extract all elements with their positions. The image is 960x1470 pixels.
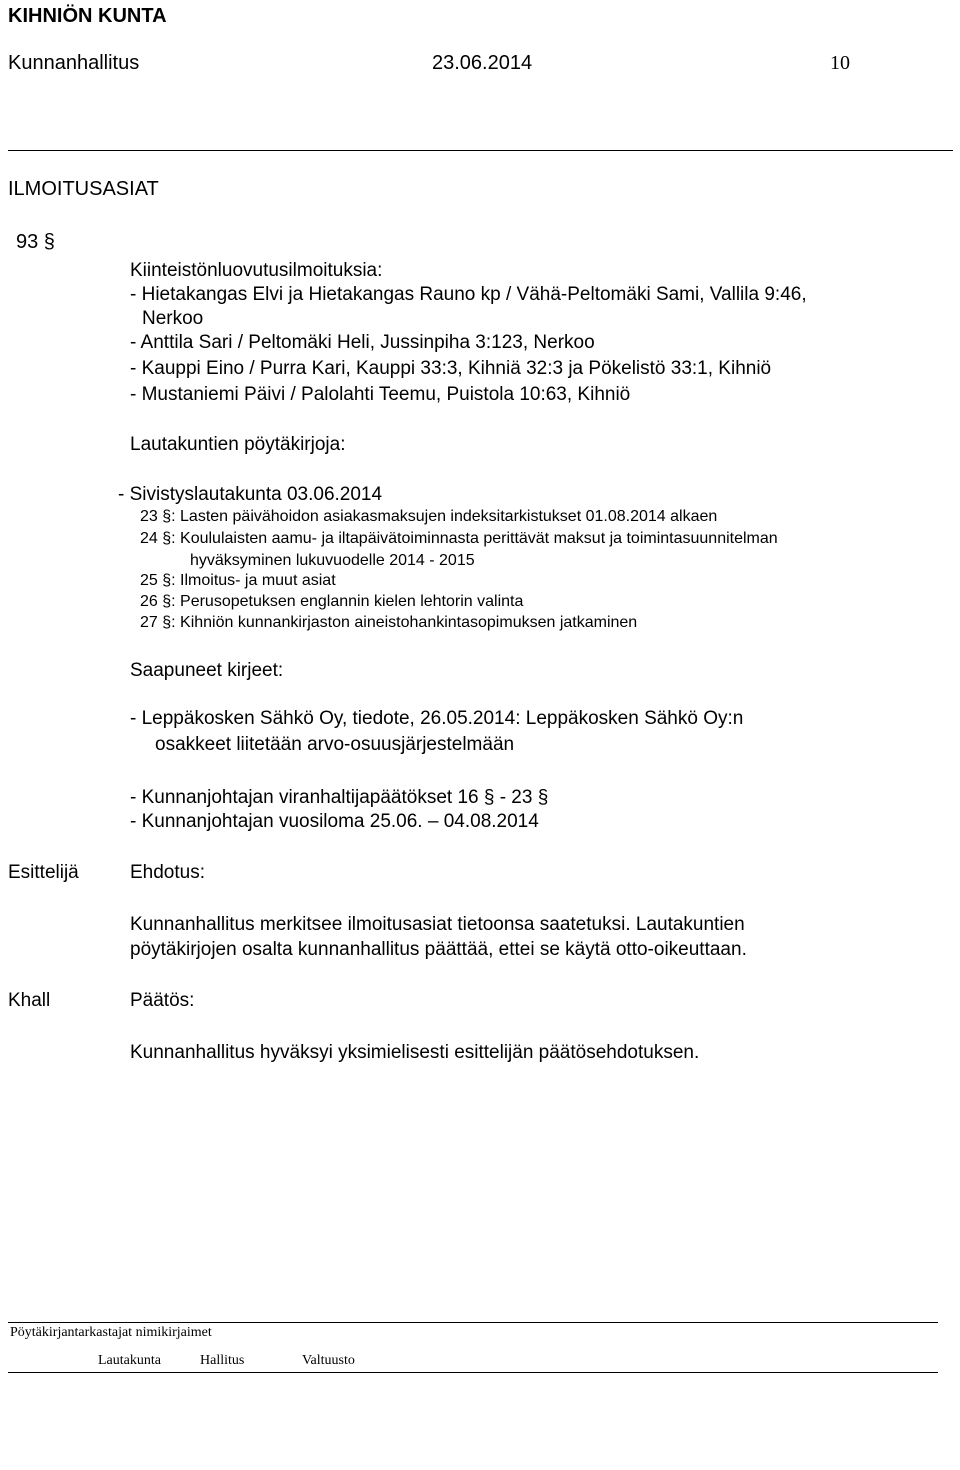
footer-label-hallitus: Hallitus xyxy=(200,1353,245,1368)
footer-label-lautakunta: Lautakunta xyxy=(98,1353,161,1368)
board-minutes-entry: 27 §: Kihniön kunnankirjaston aineistohankintasopimuksen jatkaminen xyxy=(140,614,638,631)
property-transfer-line: Nerkoo xyxy=(142,308,204,329)
property-transfer-line: - Hietakangas Elvi ja Hietakangas Rauno kp / Vähä-Peltomäki Sami, Vallila 9:46, xyxy=(130,284,807,305)
proposal-text: pöytäkirjojen osalta kunnanhallitus päättää, ettei se käytä otto-oikeuttaan. xyxy=(130,939,747,960)
board-minutes-heading: Lautakuntien pöytäkirjoja: xyxy=(130,434,346,455)
proposal-heading: Ehdotus: xyxy=(130,862,205,883)
incoming-letter: - Leppäkosken Sähkö Oy, tiedote, 26.05.2014: Leppäkosken Sähkö Oy:n xyxy=(130,708,744,729)
org-name: KIHNIÖN KUNTA xyxy=(8,5,167,27)
board-minutes-entry: 23 §: Lasten päivähoidon asiakasmaksujen indeksitarkistukset 01.08.2014 alkaen xyxy=(140,508,718,525)
board-minutes-entry: 26 §: Perusopetuksen englannin kielen lehtorin valinta xyxy=(140,593,524,610)
board-minutes-entry: 24 §: Koululaisten aamu- ja iltapäivätoiminnasta perittävät maksut ja toimintasuunnitelman xyxy=(140,530,778,547)
proposal-text: Kunnanhallitus merkitsee ilmoitusasiat tietoonsa saatetuksi. Lautakuntien xyxy=(130,914,745,935)
section-title: ILMOITUSASIAT xyxy=(8,178,159,200)
footer-title: Pöytäkirjantarkastajat nimikirjaimet xyxy=(10,1325,212,1340)
property-transfers-heading: Kiinteistönluovutusilmoituksia: xyxy=(130,260,383,281)
other-notice: - Kunnanjohtajan viranhaltijapäätökset 16 § - 23 § xyxy=(130,787,549,808)
property-transfer-line: - Kauppi Eino / Purra Kari, Kauppi 33:3, Kihniä 32:3 ja Pökelistö 33:1, Kihniö xyxy=(130,358,772,379)
board-name: - Sivistyslautakunta 03.06.2014 xyxy=(118,484,383,505)
board-minutes-entry: 25 §: Ilmoitus- ja muut asiat xyxy=(140,572,336,589)
board-minutes-entry: hyväksyminen lukuvuodelle 2014 - 2015 xyxy=(190,552,475,569)
page-number: 10 xyxy=(830,52,850,74)
footer-rule-top xyxy=(8,1322,938,1323)
incoming-letters-heading: Saapuneet kirjeet: xyxy=(130,660,284,681)
body-name: Kunnanhallitus xyxy=(8,52,140,74)
board-label: Khall xyxy=(8,990,51,1011)
property-transfer-line: - Mustaniemi Päivi / Palolahti Teemu, Puistola 10:63, Kihniö xyxy=(130,384,631,405)
footer-rule-bottom xyxy=(8,1372,938,1373)
property-transfer-line: - Anttila Sari / Peltomäki Heli, Jussinpiha 3:123, Nerkoo xyxy=(130,332,595,353)
incoming-letter: osakkeet liitetään arvo-osuusjärjestelmään xyxy=(155,734,515,755)
meeting-date: 23.06.2014 xyxy=(432,52,533,74)
header-rule xyxy=(8,150,953,151)
presenter-label: Esittelijä xyxy=(8,862,79,883)
item-number: 93 § xyxy=(16,231,55,253)
decision-heading: Päätös: xyxy=(130,990,195,1011)
other-notice: - Kunnanjohtajan vuosiloma 25.06. – 04.08.2014 xyxy=(130,811,539,832)
footer-label-valtuusto: Valtuusto xyxy=(302,1353,355,1368)
decision-text: Kunnanhallitus hyväksyi yksimielisesti esittelijän päätösehdotuksen. xyxy=(130,1042,700,1063)
